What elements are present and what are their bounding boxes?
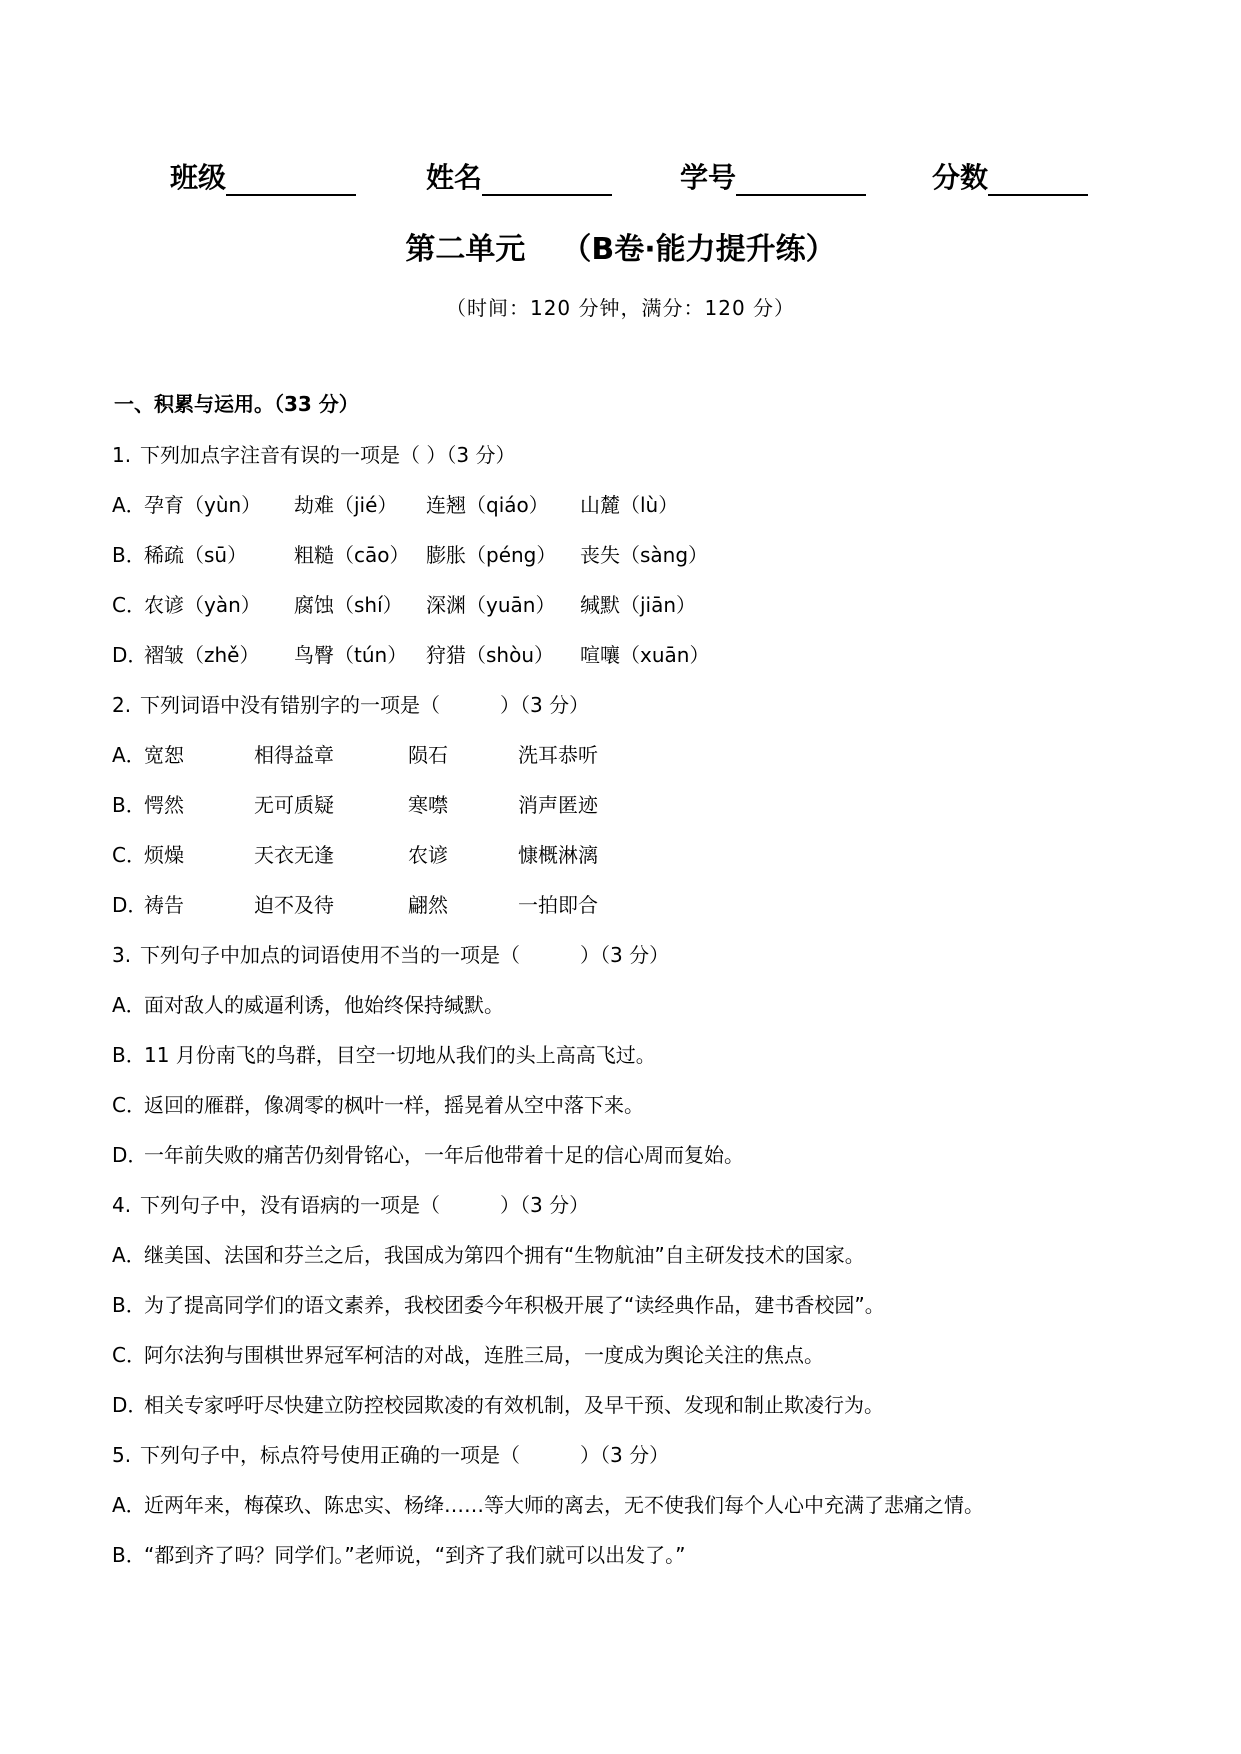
question-1-option-b: B．稀疏（sū） 粗糙（cāo） 膨胀（péng） 丧失（sàng） (112, 543, 709, 567)
name-blank[interactable] (482, 164, 612, 196)
id-blank[interactable] (736, 164, 866, 196)
question-3-option-a: A．面对敌人的威逼利诱，他始终保持缄默。 (112, 993, 504, 1017)
class-blank[interactable] (226, 164, 356, 196)
paper-title: （B卷·能力提升练） (561, 232, 836, 267)
question-2-option-c: C．烦燥 天衣无逢 农谚 慷概淋漓 (112, 843, 598, 867)
section-heading: 一、积累与运用。（33 分） (114, 392, 359, 416)
question-4-option-c: C．阿尔法狗与围棋世界冠军柯洁的对战，连胜三局，一度成为舆论关注的焦点。 (112, 1343, 824, 1367)
score-blank[interactable] (988, 164, 1088, 196)
question-4-option-a: A．继美国、法国和芬兰之后，我国成为第四个拥有“生物航油”自主研发技术的国家。 (112, 1243, 865, 1267)
question-5-option-b: B．“都到齐了吗？同学们。”老师说，“到齐了我们就可以出发了。” (112, 1543, 686, 1567)
score-label: 分数 (932, 161, 989, 194)
question-4-stem: 4. 下列句子中，没有语病的一项是（ ）（3 分） (112, 1193, 590, 1217)
question-1-option-a: A．孕育（yùn） 劫难（jié） 连翘（qiáo） 山麓（lù） (112, 493, 679, 517)
id-field (680, 156, 866, 196)
question-1-option-c: C．农谚（yàn） 腐蚀（shí） 深渊（yuān） 缄默（jiān） (112, 593, 697, 617)
name-field (426, 156, 612, 196)
question-5-option-a: A．近两年来，梅葆玖、陈忠实、杨绛……等大师的离去，无不使我们每个人心中充满了悲痛之情。 (112, 1493, 984, 1517)
class-field (170, 156, 356, 196)
page-title (0, 224, 1241, 268)
exam-time-info: （时间：120 分钟，满分：120 分） (445, 296, 796, 320)
question-2-stem: 2. 下列词语中没有错别字的一项是（ ）（3 分） (112, 693, 590, 717)
question-2-option-a: A．宽恕 相得益章 陨石 洗耳恭听 (112, 743, 598, 767)
id-label: 学号 (680, 161, 737, 194)
class-label: 班级 (170, 161, 227, 194)
score-field (932, 156, 1088, 196)
name-label: 姓名 (426, 161, 483, 194)
question-1-option-d: D．褶皱（zhě） 鸟臀（tún） 狩猎（shòu） 喧嚷（xuān） (112, 643, 710, 667)
question-3-option-c: C．返回的雁群，像凋零的枫叶一样，摇晃着从空中落下来。 (112, 1093, 644, 1117)
student-info-row (170, 156, 1100, 196)
question-1-stem: 1. 下列加点字注音有误的一项是（ ）（3 分） (112, 443, 516, 467)
question-4-option-b: B．为了提高同学们的语文素养，我校团委今年积极开展了“读经典作品，建书香校园”。 (112, 1293, 885, 1317)
question-3-stem: 3. 下列句子中加点的词语使用不当的一项是（ ）（3 分） (112, 943, 670, 967)
unit-title: 第二单元 (405, 232, 526, 267)
question-5-stem: 5. 下列句子中，标点符号使用正确的一项是（ ）（3 分） (112, 1443, 670, 1467)
question-2-option-d: D．祷告 迫不及待 翩然 一拍即合 (112, 893, 598, 917)
question-3-option-b: B．11 月份南飞的鸟群，目空一切地从我们的头上高高飞过。 (112, 1043, 656, 1067)
question-3-option-d: D．一年前失败的痛苦仍刻骨铭心，一年后他带着十足的信心周而复始。 (112, 1143, 744, 1167)
question-4-option-d: D．相关专家呼吁尽快建立防控校园欺凌的有效机制，及早干预、发现和制止欺凌行为。 (112, 1393, 884, 1417)
question-2-option-b: B．愕然 无可质疑 寒噤 消声匿迹 (112, 793, 598, 817)
